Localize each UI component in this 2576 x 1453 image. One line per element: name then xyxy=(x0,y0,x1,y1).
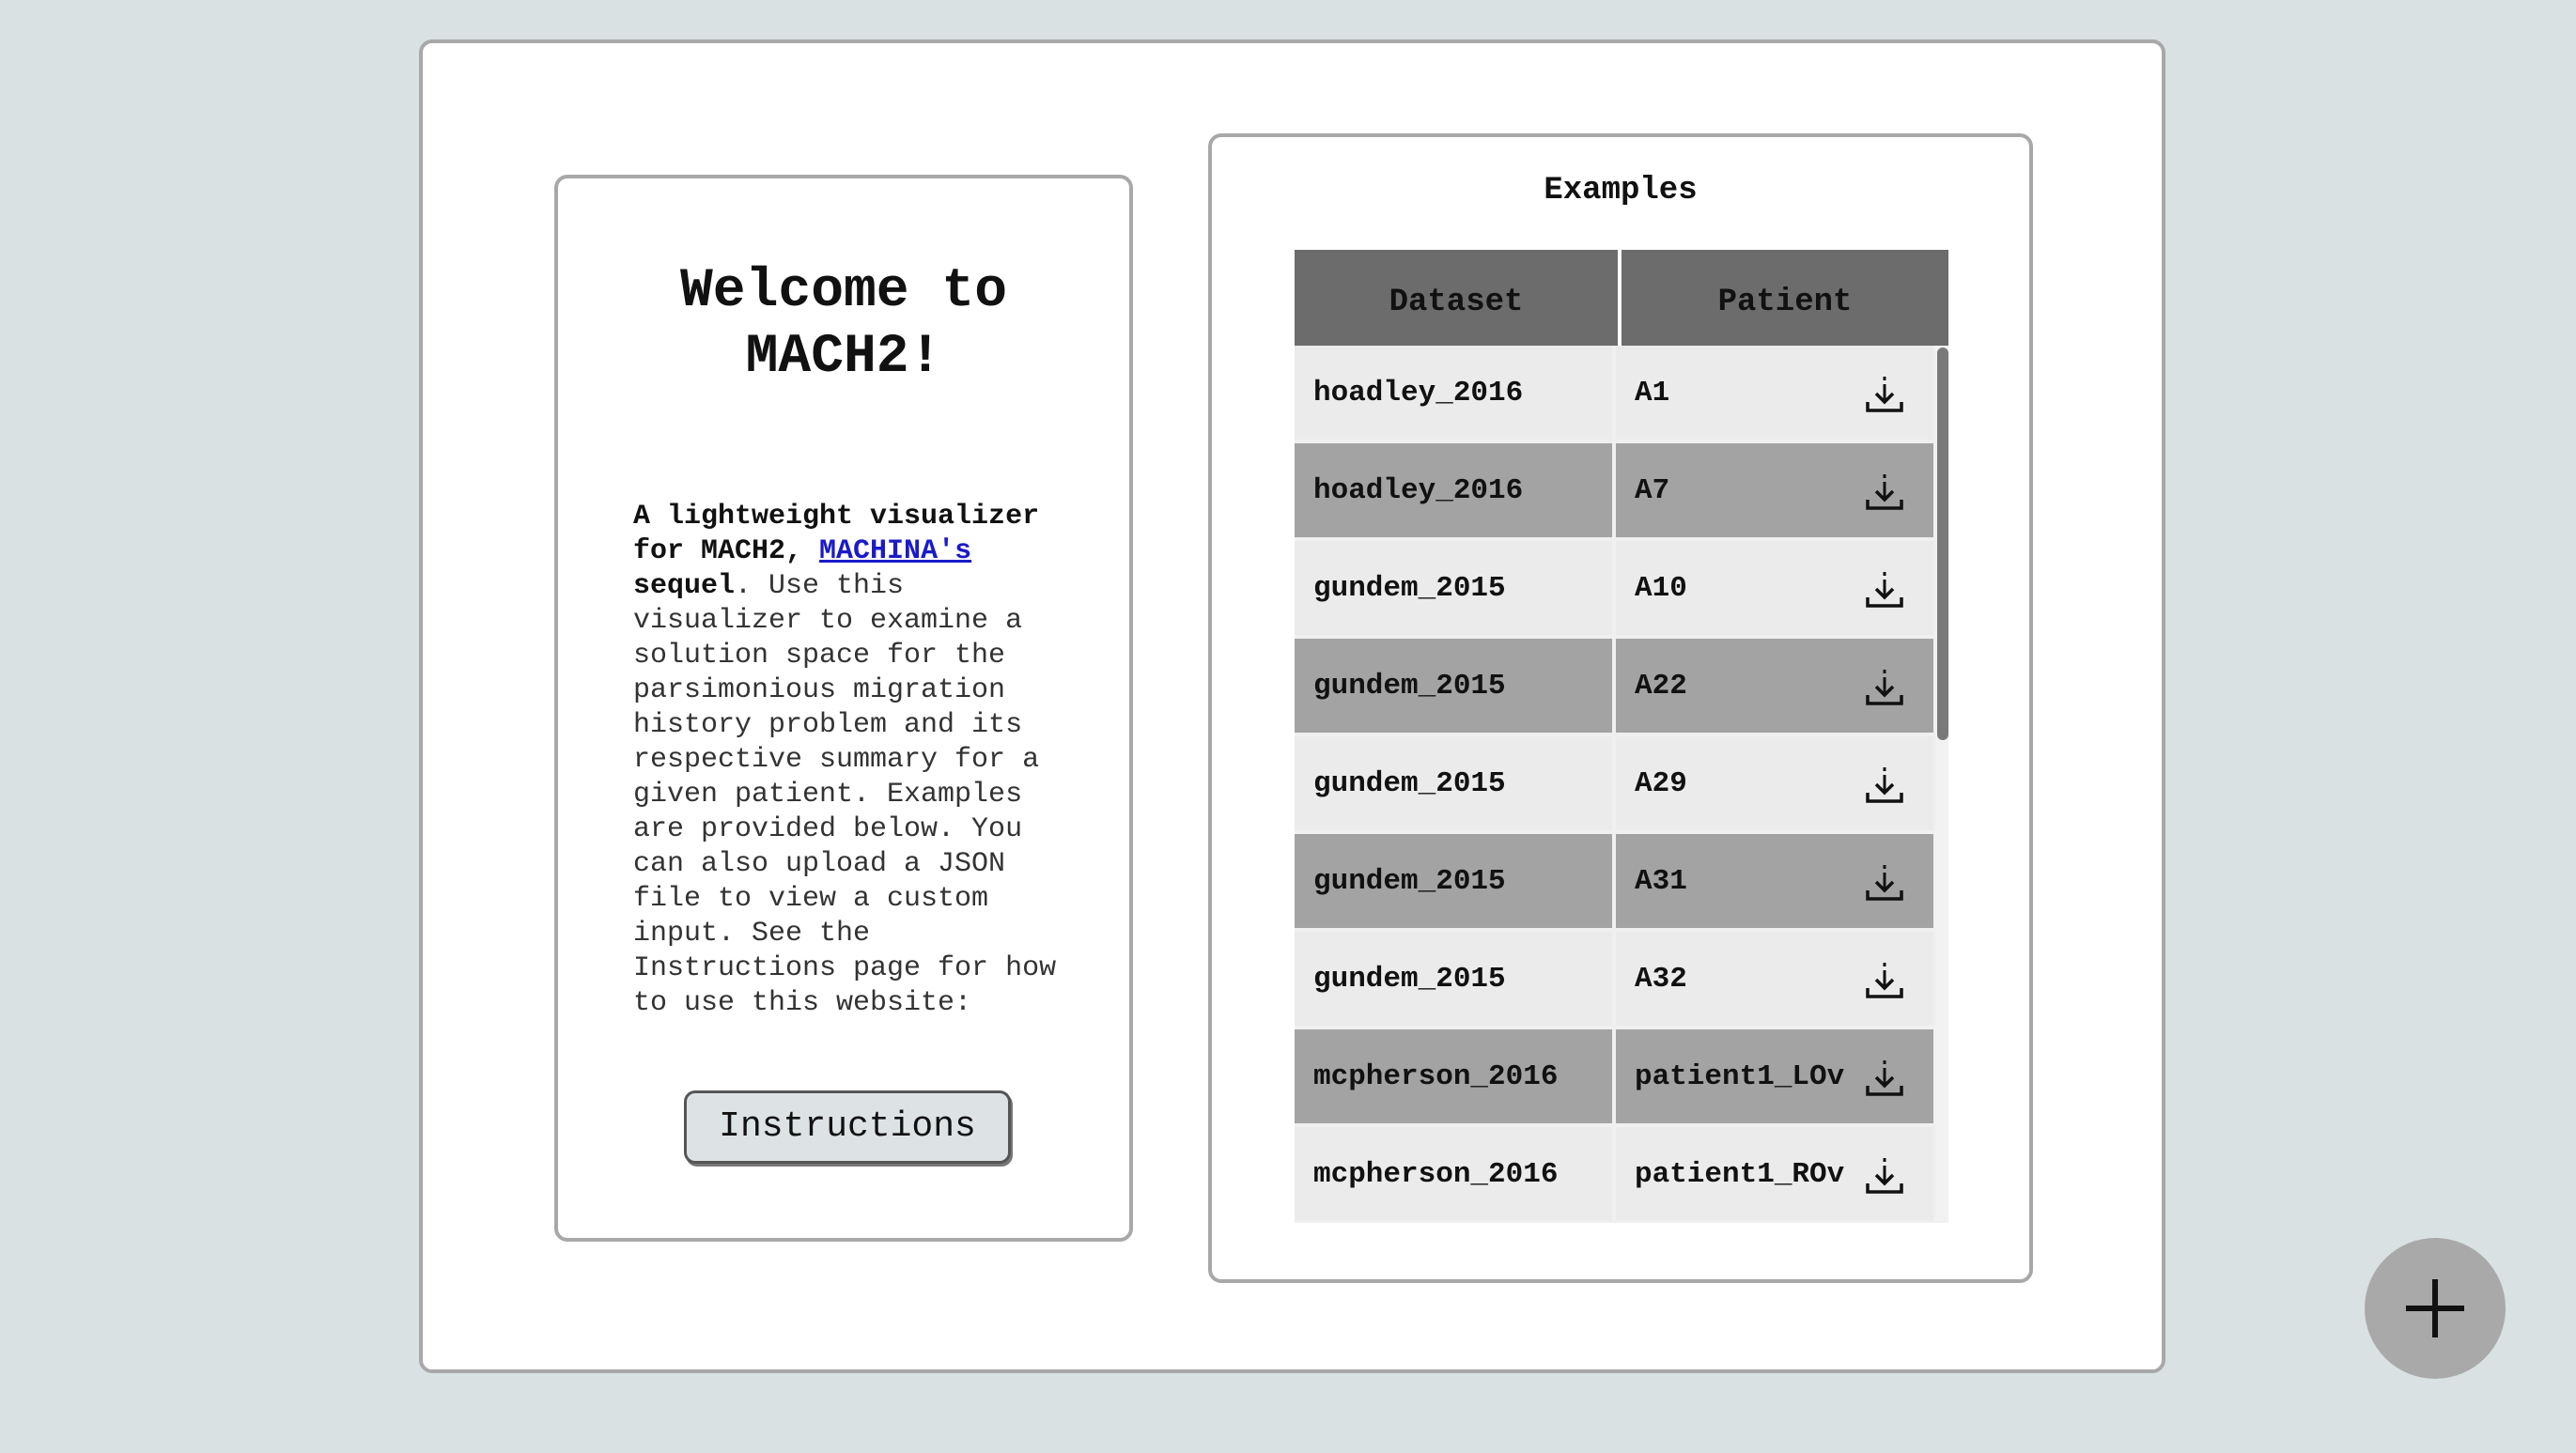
dataset-cell: gundem_2015 xyxy=(1295,932,1612,1026)
table-row[interactable] xyxy=(1295,834,1933,928)
patient-label: A7 xyxy=(1635,473,1670,507)
machina-link[interactable]: MACHINA's xyxy=(819,535,972,567)
welcome-description xyxy=(633,500,1084,1021)
desc-body: . Use this visualizer to examine a solution space for the parsimonious migration history problem and its respective summary for a given patient. Examples are provided below. You can also upload a JSON file to view a custom input. See the Instructions page for how to use this website: xyxy=(633,570,1057,1019)
patient-label: A22 xyxy=(1635,669,1687,703)
examples-title: Examples xyxy=(1544,173,1698,209)
dataset-cell: mcpherson_2016 xyxy=(1295,1127,1612,1221)
download-icon[interactable] xyxy=(1864,765,1905,806)
scrollbar[interactable] xyxy=(1935,346,1948,1223)
welcome-title: Welcome to MACH2! xyxy=(679,261,1008,388)
patient-label: patient1_ROv xyxy=(1635,1157,1845,1191)
download-icon[interactable] xyxy=(1864,471,1905,513)
patient-cell xyxy=(1616,346,1933,440)
patient-label: patient1_LOv xyxy=(1635,1059,1845,1093)
examples-panel xyxy=(1208,133,2033,1283)
patient-cell xyxy=(1616,541,1933,635)
dataset-cell: mcpherson_2016 xyxy=(1295,1029,1612,1123)
dataset-cell: hoadley_2016 xyxy=(1295,346,1612,440)
download-icon[interactable] xyxy=(1864,569,1905,611)
desc-bold-intro: A lightweight visualizer for MACH2, xyxy=(633,501,1040,567)
patient-cell xyxy=(1616,1029,1933,1123)
table-row[interactable] xyxy=(1295,541,1933,635)
patient-label: A32 xyxy=(1635,962,1687,996)
table-row[interactable] xyxy=(1295,639,1933,733)
table-body[interactable] xyxy=(1295,346,1948,1223)
plus-icon xyxy=(2402,1275,2468,1341)
patient-label: A31 xyxy=(1635,864,1687,898)
welcome-panel xyxy=(554,175,1133,1242)
patient-label: A10 xyxy=(1635,571,1687,605)
table-row[interactable] xyxy=(1295,1127,1933,1221)
dataset-cell: hoadley_2016 xyxy=(1295,443,1612,537)
instructions-button[interactable]: Instructions xyxy=(684,1090,1011,1164)
desc-bold-sequel: sequel xyxy=(633,570,736,602)
patient-label: A1 xyxy=(1635,376,1670,410)
download-icon[interactable] xyxy=(1864,862,1905,904)
patient-cell xyxy=(1616,443,1933,537)
patient-cell xyxy=(1616,736,1933,830)
table-row[interactable] xyxy=(1295,443,1933,537)
table-header xyxy=(1295,250,1948,346)
download-icon[interactable] xyxy=(1864,1058,1905,1099)
download-icon[interactable] xyxy=(1864,374,1905,415)
patient-label: A29 xyxy=(1635,766,1687,800)
download-icon[interactable] xyxy=(1864,960,1905,1001)
patient-cell xyxy=(1616,834,1933,928)
dataset-cell: gundem_2015 xyxy=(1295,736,1612,830)
column-header-patient: Patient xyxy=(1622,250,1948,346)
scrollbar-thumb[interactable] xyxy=(1937,348,1948,740)
patient-cell xyxy=(1616,932,1933,1026)
patient-cell xyxy=(1616,639,1933,733)
table-row[interactable] xyxy=(1295,1029,1933,1123)
table-row[interactable] xyxy=(1295,932,1933,1026)
download-icon[interactable] xyxy=(1864,1155,1905,1197)
column-header-dataset: Dataset xyxy=(1295,250,1618,346)
examples-table xyxy=(1295,250,1948,1223)
dataset-cell: gundem_2015 xyxy=(1295,639,1612,733)
download-icon[interactable] xyxy=(1864,667,1905,708)
table-row[interactable] xyxy=(1295,736,1933,830)
add-button[interactable] xyxy=(2365,1238,2506,1379)
dataset-cell: gundem_2015 xyxy=(1295,541,1612,635)
table-row[interactable] xyxy=(1295,346,1933,440)
patient-cell xyxy=(1616,1127,1933,1221)
dataset-cell: gundem_2015 xyxy=(1295,834,1612,928)
